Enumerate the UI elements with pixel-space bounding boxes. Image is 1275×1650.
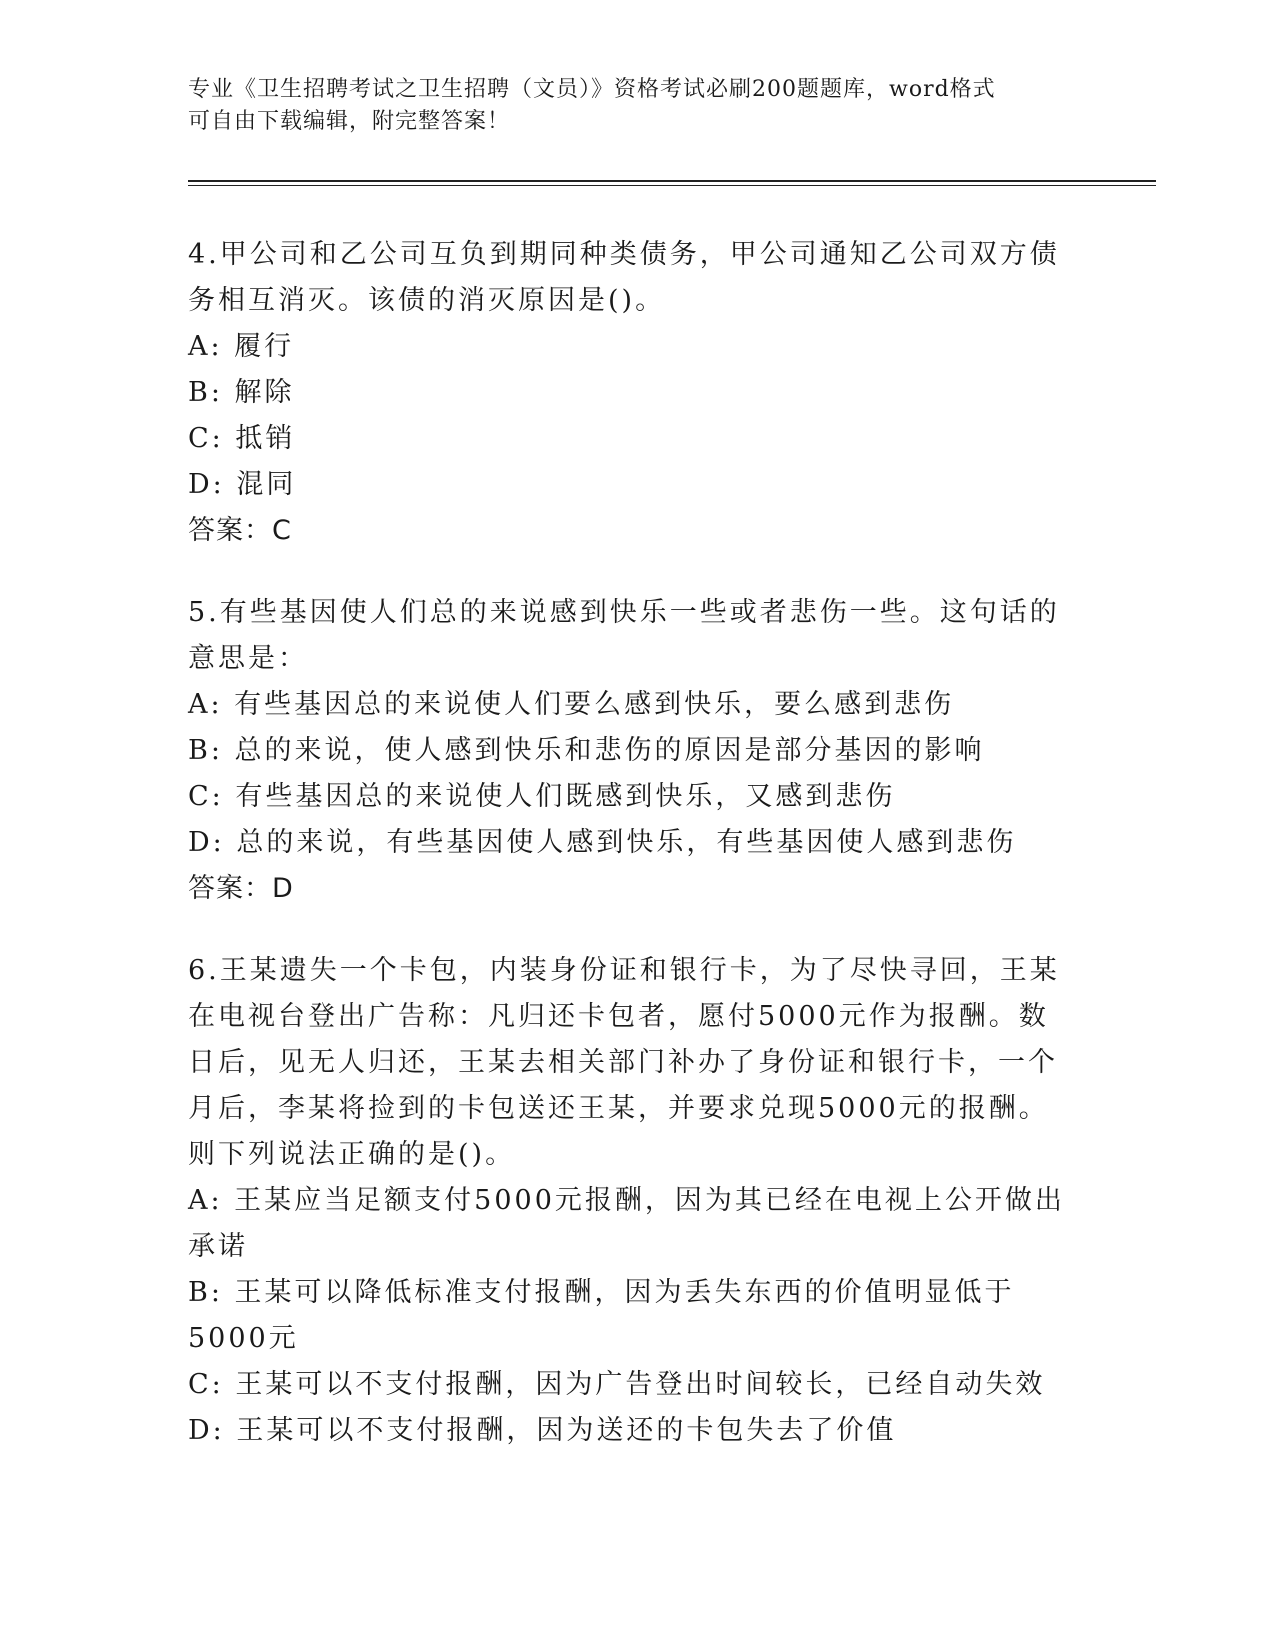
option-c: C: 有些基因总的来说使人们既感到快乐，又感到悲伤 [188, 781, 896, 812]
header-title-line-1: 专业《卫生招聘考试之卫生招聘（文员）》资格考试必刷200题题库，word格式 [188, 77, 996, 102]
question-text: 6.王某遗失一个卡包，内装身份证和银行卡，为了尽快寻回，王某在电视台登出广告称：凡归还卡包者，愿付5000元作为报酬。数日后，见无人归还，王某去相关部门补办了身份证和银行卡，一个月后，李某将捡到的卡包送还王某，并要求兑现5000元的报酬。则下列说法正确的是()。 [188, 955, 1060, 1170]
header-divider [188, 180, 1156, 182]
option-a: A: 王某应当足额支付5000元报酬，因为其已经在电视上公开做出承诺 [188, 1185, 1065, 1262]
option-b: B: 王某可以降低标准支付报酬，因为丢失东西的价值明显低于5000元 [188, 1277, 1015, 1354]
option-a: A: 履行 [188, 331, 295, 362]
option-b: B: 总的来说，使人感到快乐和悲伤的原因是部分基因的影响 [188, 735, 985, 766]
option-d: D: 总的来说，有些基因使人感到快乐，有些基因使人感到悲伤 [188, 827, 1017, 858]
question-5 [188, 590, 1078, 912]
header-title-line-2: 可自由下载编辑，附完整答案！ [188, 109, 511, 134]
question-text: 5.有些基因使人们总的来说感到快乐一些或者悲伤一些。这句话的意思是： [188, 597, 1060, 674]
option-c: C: 抵销 [188, 423, 296, 454]
question-6 [188, 948, 1078, 1454]
question-4 [188, 232, 1078, 554]
question-list [188, 232, 1078, 1490]
option-d: D: 王某可以不支付报酬，因为送还的卡包失去了价值 [188, 1415, 897, 1446]
answer-label: 答案：C [188, 515, 292, 546]
option-d: D: 混同 [188, 469, 297, 500]
answer-label: 答案：D [188, 873, 294, 904]
option-a: A: 有些基因总的来说使人们要么感到快乐，要么感到悲伤 [188, 689, 955, 720]
document-header [188, 74, 1078, 138]
header-divider-thin [188, 185, 1156, 186]
question-text: 4.甲公司和乙公司互负到期同种类债务，甲公司通知乙公司双方债务相互消灭。该债的消灭原因是()。 [188, 239, 1060, 316]
option-c: C: 王某可以不支付报酬，因为广告登出时间较长，已经自动失效 [188, 1369, 1046, 1400]
option-b: B: 解除 [188, 377, 295, 408]
